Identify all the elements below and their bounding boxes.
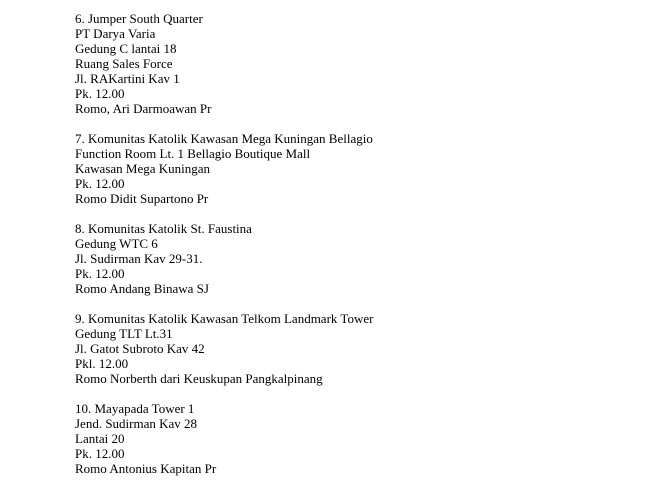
entry-address: Jl. Sudirman Kav 29-31. xyxy=(75,251,203,266)
entry-line: Lantai 20 xyxy=(75,431,125,446)
entry-title: 6. Jumper South Quarter xyxy=(75,11,203,26)
entry-title: 10. Mayapada Tower 1 xyxy=(75,401,195,416)
entry-priest: Romo, Ari Darmoawan Pr xyxy=(75,101,212,116)
entry-address: Jl. RAKartini Kav 1 xyxy=(75,71,180,86)
entry-address: Jl. Gatot Subroto Kav 42 xyxy=(75,341,205,356)
entry-title: 9. Komunitas Katolik Kawasan Telkom Landmark Tower xyxy=(75,311,374,326)
entry-time: Pk. 12.00 xyxy=(75,446,125,461)
mass-entry-9 xyxy=(75,311,635,386)
entry-priest: Romo Antonius Kapitan Pr xyxy=(75,461,217,476)
entry-time: Pk. 12.00 xyxy=(75,176,125,191)
entry-title: 7. Komunitas Katolik Kawasan Mega Kuningan Bellagio xyxy=(75,131,373,146)
entry-line: Ruang Sales Force xyxy=(75,56,173,71)
entry-line: Kawasan Mega Kuningan xyxy=(75,161,211,176)
entry-priest: Romo Norberth dari Keuskupan Pangkalpinang xyxy=(75,371,323,386)
entry-line: Gedung WTC 6 xyxy=(75,236,158,251)
document-body xyxy=(75,11,635,485)
entry-time: Pk. 12.00 xyxy=(75,86,125,101)
entry-priest: Romo Andang Binawa SJ xyxy=(75,281,209,296)
entry-line: Function Room Lt. 1 Bellagio Boutique Mall xyxy=(75,146,311,161)
entry-time: Pk. 12.00 xyxy=(75,266,125,281)
entry-address: Jend. Sudirman Kav 28 xyxy=(75,416,198,431)
entry-line: Gedung C lantai 18 xyxy=(75,41,177,56)
mass-entry-7 xyxy=(75,131,635,206)
mass-entry-6 xyxy=(75,11,635,116)
entry-priest: Romo Didit Supartono Pr xyxy=(75,191,209,206)
entry-time: Pkl. 12.00 xyxy=(75,356,129,371)
mass-entry-8 xyxy=(75,221,635,296)
entry-line: PT Darya Varia xyxy=(75,26,156,41)
entry-title: 8. Komunitas Katolik St. Faustina xyxy=(75,221,252,236)
entry-line: Gedung TLT Lt.31 xyxy=(75,326,173,341)
mass-entry-10 xyxy=(75,401,635,476)
